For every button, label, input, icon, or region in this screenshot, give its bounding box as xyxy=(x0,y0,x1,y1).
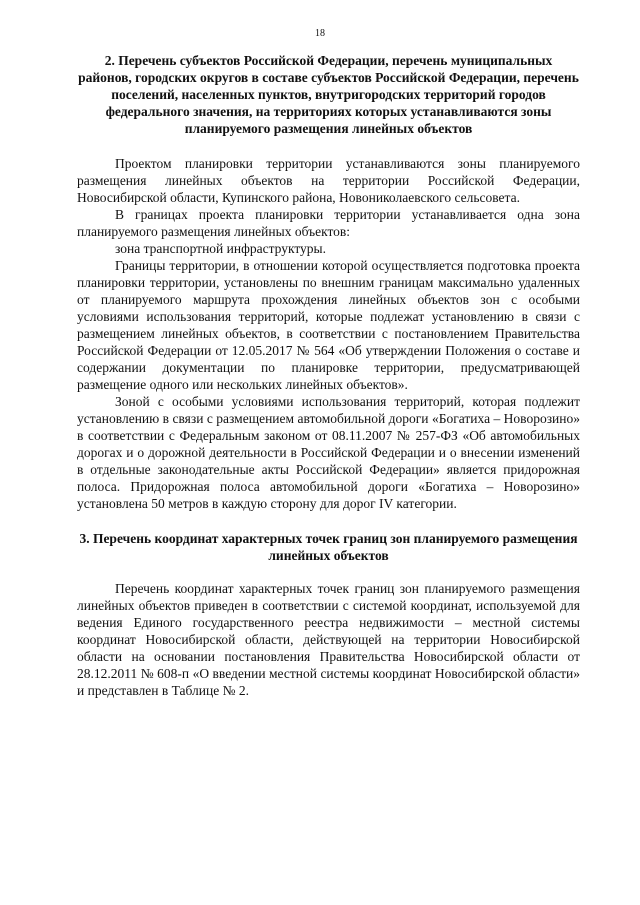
page-number: 18 xyxy=(315,28,325,39)
section-3-heading: 3. Перечень координат характерных точек границ зон планируемого размещения линейных объектов xyxy=(79,531,578,563)
section-2-heading: 2. Перечень субъектов Российской Федерации, перечень муниципальных районов, городских округов в составе субъектов Российской Федерации, перечень поселений, населенных пунктов, внутригородских территорий городов федерального значения, на территориях которых устанавливаются зоны планируемого размещения линейных объектов xyxy=(78,53,579,136)
document-content xyxy=(77,52,580,699)
section-2-paragraph: Зоной с особыми условиями использования территорий, которая подлежит установлению в связи с размещением автомобильной дороги «Богатиха – Новорозино» в соответствии с Федеральным законом от 08.11.2007 № 257-ФЗ «Об автомобильных дорогах и о дорожной деятельности в Российской Федерации и о внесении изменений в отдельные законодательные акты Российской Федерации» является придорожная полоса. Придорожная полоса автомобильной дороги «Богатиха – Новорозино» установлена 50 метров в каждую сторону для дорог IV категории. xyxy=(77,394,580,511)
section-2-paragraph: Проектом планировки территории устанавливаются зоны планируемого размещения линейных объектов на территории Российской Федерации, Новосибирской области, Купинского района, Новониколаевского сельсовета. xyxy=(77,156,580,205)
section-3-paragraph: Перечень координат характерных точек границ зон планируемого размещения линейных объектов приведен в соответствии с системой координат, используемой для ведения Единого государственного реестра недвижимости – местной системы координат Новосибирской области, действующей на территории Новосибирской области на основании постановления Правительства Новосибирской области от 28.12.2011 № 608-п «О введении местной системы координат Новосибирской области» и представлен в Таблице № 2. xyxy=(77,581,580,698)
section-2-paragraph: В границах проекта планировки территории устанавливается одна зона планируемого размещения линейных объектов: xyxy=(77,207,580,239)
section-2-paragraph: Границы территории, в отношении которой осуществляется подготовка проекта планировки территории, установлены по внешним границам максимально удаленных от планируемого маршрута прохождения линейных объектов зон с особыми условиями использования территорий, которые подлежат установлению в связи с размещением линейных объектов, в соответствии с постановлением Правительства Российской Федерации от 12.05.2017 № 564 «Об утверждении Положения о составе и содержании документации по планировке территории, предусматривающей размещение одного или нескольких линейных объектов». xyxy=(77,258,580,392)
section-2-paragraph: зона транспортной инфраструктуры. xyxy=(115,241,327,256)
